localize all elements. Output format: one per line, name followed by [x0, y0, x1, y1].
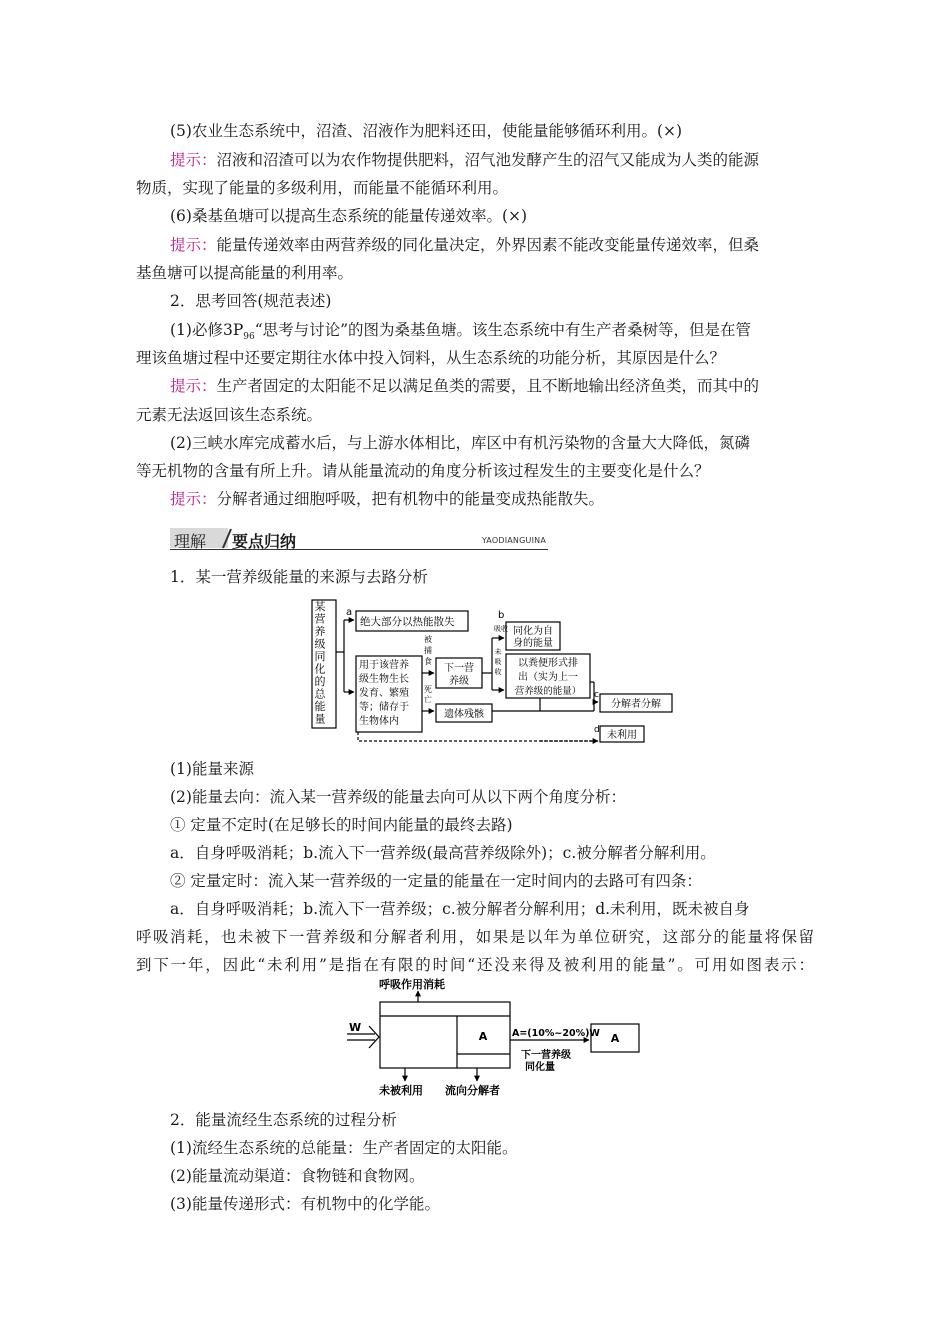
growth-text: 级生物生长 [359, 674, 409, 685]
hint-label: 提示： [170, 490, 217, 508]
source-char: 营 [314, 612, 326, 626]
unused-text: 未利用 [607, 730, 637, 741]
growth-text: 等；储存于 [359, 702, 409, 713]
untimed-fates: a．自身呼吸消耗；b.流入下一营养级(最高营养级除外)；c.被分解者分解利用。 [170, 844, 716, 862]
unused-label: 未被利用 [379, 1084, 423, 1096]
question-2-line2: 等无机物的含量有所上升。请从能量流动的角度分析该过程发生的主要变化是什么？ [136, 462, 710, 480]
source-char: 总 [314, 687, 326, 701]
energy-source: (1)能量来源 [170, 760, 254, 778]
source-char: 量 [314, 712, 326, 726]
main-box [380, 1002, 510, 1068]
next-level-text: 下一营 [444, 663, 474, 674]
source-char: 某 [314, 600, 326, 613]
dead-char: 亡 [424, 695, 432, 704]
a-inner-label: A [478, 1030, 488, 1043]
label-d: d [594, 725, 600, 735]
a-next-label: A [610, 1032, 620, 1045]
point-2-heading: 2．能量流经生态系统的过程分析 [170, 1111, 397, 1129]
timed-fates-line2: 呼吸消耗，也未被下一营养级和分解者利用，如果是以年为单位研究，这部分的能量将保留 [136, 928, 814, 946]
hint-5-line2: 物质，实现了能量的多级利用，而能量不能循环利用。 [136, 179, 509, 197]
energy-fate-diagram [310, 598, 680, 746]
question-1-line1: (1)必修$3P_{96}“$思考与讨论”的图为桑基鱼塘。该生态系统中有生产者桑树等，但是在管 [170, 321, 752, 343]
source-char: 化 [314, 662, 326, 676]
heat-text: 绝大部分以热能散失 [360, 616, 455, 628]
hint-6-line1: 提示：能量传递效率由两营养级的同化量决定，外界因素不能改变能量传递效率，但桑 [170, 236, 760, 254]
timed-fates-line3: 到下一年，因此“未利用”是指在有限的时间“还没来得及被利用的能量”。可用如图表示： [136, 956, 814, 974]
source-char: 同 [314, 650, 326, 663]
hint-5-line1: 提示：沼液和沼渣可以为农作物提供肥料，沼气池发酵产生的沼气又能成为人类的能源 [170, 151, 760, 169]
label-c: c [594, 690, 599, 700]
timed-fates-line1: a．自身呼吸消耗；b.流入下一营养级；c.被分解者分解利用；d.未利用，既未被自身 [170, 900, 750, 918]
remains-text: 遗体残骸 [444, 709, 484, 720]
source-char: 的 [314, 675, 326, 688]
next-level-text: 养级 [449, 676, 469, 687]
eaten-char: 捕 [424, 646, 432, 655]
decomposer-text: 分解者分解 [611, 699, 661, 710]
next-assim-label: 下一营养级 [521, 1050, 571, 1061]
growth-text: 用于该营养 [359, 660, 409, 671]
fixed-amount-timed: ② 定量定时：流入某一营养级的一定量的能量在一定时间内的去路可有四条： [170, 872, 702, 890]
growth-text: 发育、繁殖 [359, 688, 409, 699]
hint-q1-line1: 提示：生产者固定的太阳能不足以满足鱼类的需要，且不断地输出经济鱼类，而其中的 [170, 377, 760, 395]
source-char: 能 [314, 700, 326, 713]
source-char: 养 [314, 625, 326, 638]
section-header [170, 528, 548, 552]
feces-text: 营养级的能量） [514, 686, 582, 697]
respiration-label: 呼吸作用消耗 [379, 978, 445, 991]
eaten-char: 食 [424, 657, 432, 666]
statement-5: (5)农业生态系统中，沼渣、沼液作为肥料还田，使能量能够循环利用。(×) [170, 122, 683, 140]
statement-6: (6)桑基鱼塘可以提高生态系统的能量传递效率。(×) [170, 207, 528, 225]
unabsorbed-char: 吸 [494, 658, 502, 666]
section-subtitle: YAODIANGUINA [481, 536, 546, 545]
total-energy: (1)流经生态系统的总能量：生产者固定的太阳能。 [170, 1139, 518, 1157]
label-b: b [498, 610, 505, 621]
feces-text: 出（实为上一 [518, 672, 578, 683]
label-a: a [346, 607, 353, 618]
hint-label: 提示： [170, 151, 217, 169]
subheading-think-answer: 2．思考回答(规范表述) [170, 292, 332, 310]
next-assim-label: 同化量 [525, 1062, 555, 1073]
unabsorbed-char: 未 [494, 648, 502, 656]
question-1-line2: 理该鱼塘过程中还要定期往水体中投入饲料，从生态系统的功能分析，其原因是什么？ [136, 349, 726, 367]
eaten-char: 被 [424, 635, 432, 644]
section-title: 要点归纳 [232, 532, 297, 551]
assimilation-text: 身的能量 [513, 638, 553, 649]
formula-label: A=(10%~20%)W [512, 1028, 600, 1039]
source-char: 级 [314, 637, 326, 651]
absorb-label: 吸收 [494, 625, 508, 633]
dead-char: 死 [424, 685, 432, 694]
flow-channel: (2)能量流动渠道：食物链和食物网。 [170, 1167, 425, 1185]
energy-partition-diagram [335, 978, 645, 1096]
hint-6-line2: 基鱼塘可以提高能量的利用率。 [136, 264, 354, 282]
section-tag: 理解 [174, 532, 207, 551]
hint-label: 提示： [170, 377, 217, 395]
assimilation-text: 同化为自 [513, 626, 553, 637]
fixed-amount-untimed: ① 定量不定时(在足够长的时间内能量的最终去路) [170, 816, 513, 834]
decomposer-label: 流向分解者 [445, 1084, 500, 1096]
unabsorbed-char: 收 [494, 668, 502, 676]
hint-q1-line2: 元素无法返回该生态系统。 [136, 406, 323, 424]
hint-q2: 提示：分解者通过细胞呼吸，把有机物中的能量变成热能散失。 [170, 490, 605, 508]
energy-fate: (2)能量去向：流入某一营养级的能量去向可从以下两个角度分析： [170, 788, 626, 806]
growth-text: 生物体内 [359, 716, 399, 727]
section-rule [170, 549, 548, 550]
point-1-heading: 1．某一营养级能量的来源与去路分析 [170, 568, 428, 586]
feces-text: 以粪便形式排 [518, 658, 578, 669]
hint-label: 提示： [170, 236, 217, 254]
question-2-line1: (2)三峡水库完成蓄水后，与上游水体相比，库区中有机污染物的含量大大降低，氮磷 [170, 434, 750, 452]
w-label: W [349, 1021, 362, 1034]
transfer-form: (3)能量传递形式：有机物中的化学能。 [170, 1195, 440, 1213]
